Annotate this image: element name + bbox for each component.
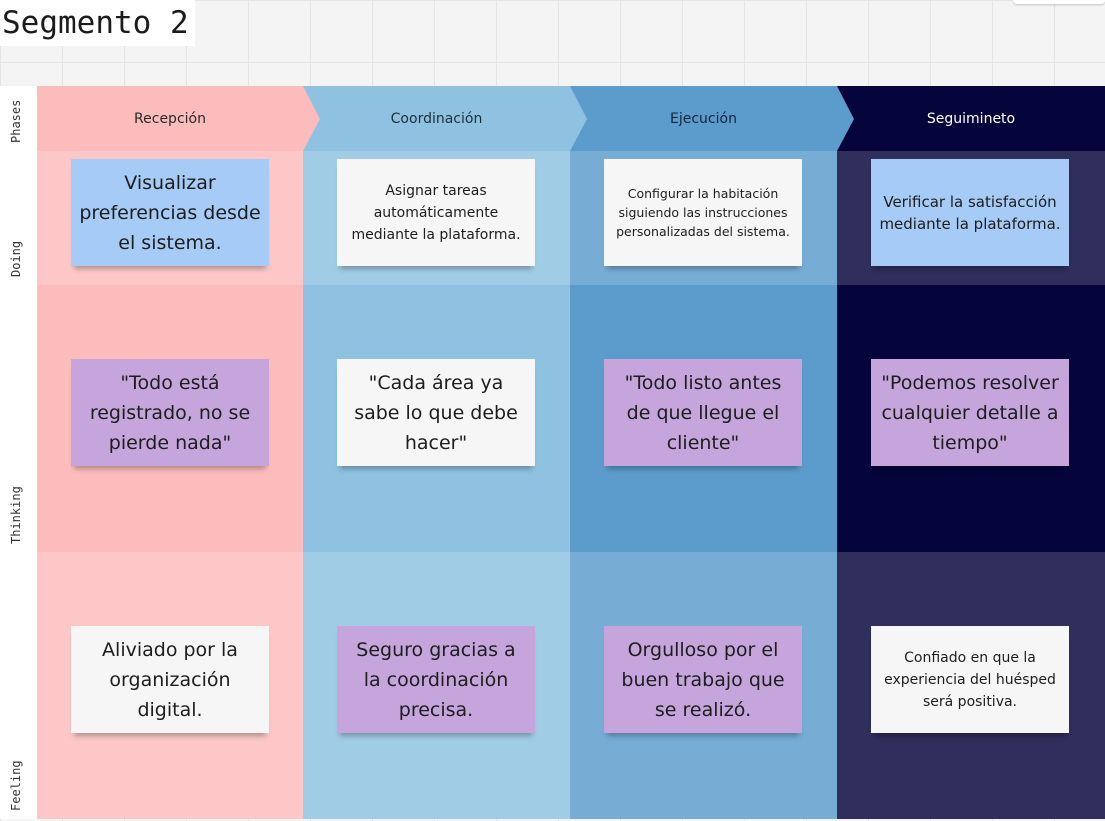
sticky-note-thinking-recepcion[interactable] bbox=[71, 359, 269, 466]
sticky-note-thinking-ejecucion[interactable] bbox=[604, 359, 802, 466]
chevron-arrow bbox=[570, 86, 587, 151]
row-label-thinking: Thinking bbox=[9, 486, 23, 544]
sticky-text: "Todo listo antes de que llegue el cliente" bbox=[624, 371, 782, 454]
sticky-text: Asignar tareas automáticamente mediante la plataforma. bbox=[351, 182, 521, 243]
phase-band bbox=[37, 86, 1105, 151]
board-title: Segmento 2 bbox=[0, 0, 195, 46]
phase-label: Coordinación bbox=[390, 110, 483, 127]
sticky-text: "Cada área ya sabe lo que debe hacer" bbox=[354, 371, 518, 454]
journey-map bbox=[0, 86, 1105, 819]
sticky-note-doing-ejecucion[interactable] bbox=[604, 159, 802, 266]
phase-recepcion bbox=[37, 86, 303, 151]
sticky-note-thinking-coordinacion[interactable] bbox=[337, 359, 535, 466]
row-label-thinking-cell bbox=[0, 285, 37, 553]
sticky-note-thinking-seguimiento[interactable] bbox=[871, 359, 1069, 466]
chevron-arrow bbox=[303, 86, 320, 151]
sticky-text: Orgulloso por el buen trabajo que se realizó. bbox=[621, 638, 785, 721]
phase-coordinacion bbox=[303, 86, 570, 151]
chevron-arrow bbox=[837, 86, 854, 151]
sticky-text: "Todo está registrado, no se pierde nada" bbox=[89, 371, 251, 454]
sticky-text: Visualizar preferencias desde el sistema. bbox=[79, 171, 261, 254]
sticky-note-doing-recepcion[interactable] bbox=[71, 159, 269, 266]
phase-label: Ejecución bbox=[670, 110, 737, 127]
sticky-note-feeling-seguimiento[interactable] bbox=[871, 626, 1069, 733]
sticky-note-feeling-coordinacion[interactable] bbox=[337, 626, 535, 733]
row-label-feeling: Feeling bbox=[9, 760, 23, 811]
phase-seguimiento bbox=[837, 86, 1105, 151]
sticky-text: Confiado en que la experiencia del huésped será positiva. bbox=[884, 649, 1056, 710]
sticky-note-feeling-recepcion[interactable] bbox=[71, 626, 269, 733]
sticky-note-doing-coordinacion[interactable] bbox=[337, 159, 535, 266]
sticky-text: "Podemos resolver cualquier detalle a tiempo" bbox=[881, 371, 1059, 454]
toolbar-tab[interactable] bbox=[1013, 0, 1105, 4]
sticky-note-feeling-ejecucion[interactable] bbox=[604, 626, 802, 733]
sticky-note-doing-seguimiento[interactable] bbox=[871, 159, 1069, 266]
row-label-doing-cell bbox=[0, 151, 37, 286]
sticky-text: Seguro gracias a la coordinación precisa. bbox=[356, 638, 516, 721]
row-label-phases-cell bbox=[0, 86, 37, 152]
phase-label: Seguimineto bbox=[926, 110, 1016, 127]
phase-label: Recepción bbox=[134, 110, 206, 127]
phase-ejecucion bbox=[570, 86, 837, 151]
row-label-doing: Doing bbox=[9, 240, 23, 277]
sticky-text: Configurar la habitación siguiendo las instrucciones personalizadas del sistema. bbox=[616, 186, 790, 239]
row-label-phases: Phases bbox=[9, 99, 23, 143]
sticky-text: Verificar la satisfacción mediante la plataforma. bbox=[879, 192, 1061, 233]
sticky-text: Aliviado por la organización digital. bbox=[102, 638, 238, 721]
row-label-feeling-cell bbox=[0, 552, 37, 819]
